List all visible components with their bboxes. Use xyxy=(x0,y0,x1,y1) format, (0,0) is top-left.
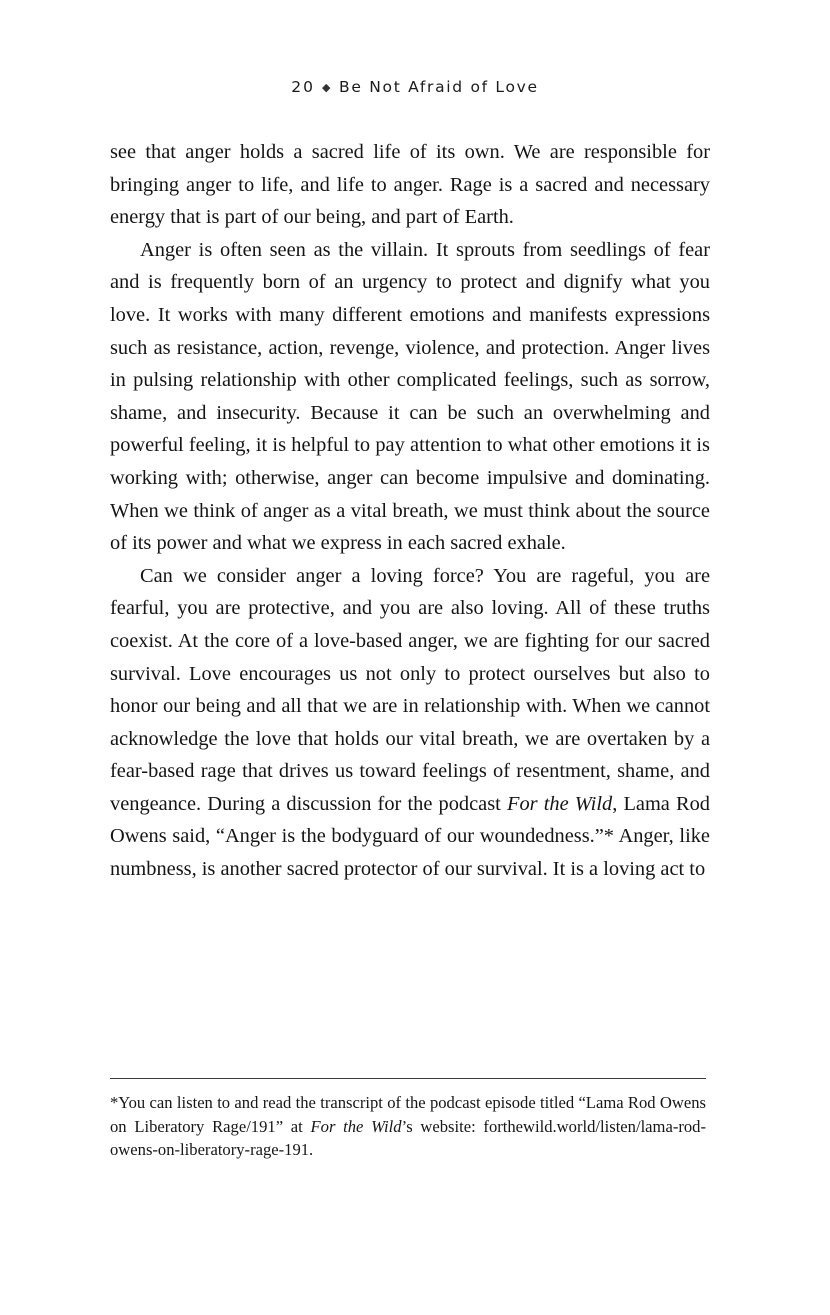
text-run: *You can listen to and read the transcript of the podcast episode titled “Lama Rod Owens on Liberatory Rage/191” at xyxy=(110,1093,706,1136)
text-run: Can we consider anger a loving force? You are rageful, you are fearful, you are protective, and you are also loving. All of these truths coexist. At the core of a love-based anger, we are fighting for our sacred survival. Love encourages us not only to protect ourselves but also to honor our being and all that we are in relationship with. When we cannot acknowledge the love that holds our vital breath, we are overtaken by a fear-based rage that drives us toward feelings of resentment, shame, and vengeance. During a discussion for the podcast xyxy=(110,564,710,815)
book-title: Be Not Afraid of Love xyxy=(339,78,539,96)
diamond-separator-icon: ◆ xyxy=(321,81,333,94)
text-run: ’s website: forthewild.world/listen/lama-rod-owens-on-liberatory-rage-191. xyxy=(110,1116,706,1159)
book-page xyxy=(0,78,830,1315)
text-run: see that anger holds a sacred life of its own. We are responsible for bringing anger to life, and life to anger. Rage is a sacred and necessary energy that is part of our being, and part of Earth. xyxy=(110,141,710,229)
footnote-section xyxy=(110,1078,706,1162)
footnote-divider xyxy=(110,1078,706,1079)
page-number: 20 xyxy=(291,78,315,96)
text-run: Anger is often seen as the villain. It sprouts from seedlings of fear and is frequently born of an urgency to protect and dignify what you love. It works with many different emotions and manifests expressions such as resistance, action, revenge, violence, and protection. Anger lives in pulsing relationship with other complicated feelings, such as sorrow, shame, and insecurity. Because it can be such an overwhelming and powerful feeling, it is helpful to pay attention to what other emotions it is working with; otherwise, anger can become impulsive and dominating. When we think of anger as a vital breath, we must think about the source of its power and what we express in each sacred exhale. xyxy=(110,238,710,555)
paragraph xyxy=(110,560,710,886)
paragraph xyxy=(110,136,710,234)
italic-run: For the Wild xyxy=(310,1116,402,1136)
italic-run: For the Wild xyxy=(506,792,613,815)
text-run: , Lama Rod Owens said, “Anger is the bodyguard of our woundedness.”* Anger, like numbness, is another sacred protector of our survival. It is a loving act to xyxy=(110,792,711,881)
footnote-text xyxy=(110,1091,706,1162)
running-head xyxy=(0,78,830,96)
body-text xyxy=(110,136,710,886)
paragraph xyxy=(110,234,710,560)
